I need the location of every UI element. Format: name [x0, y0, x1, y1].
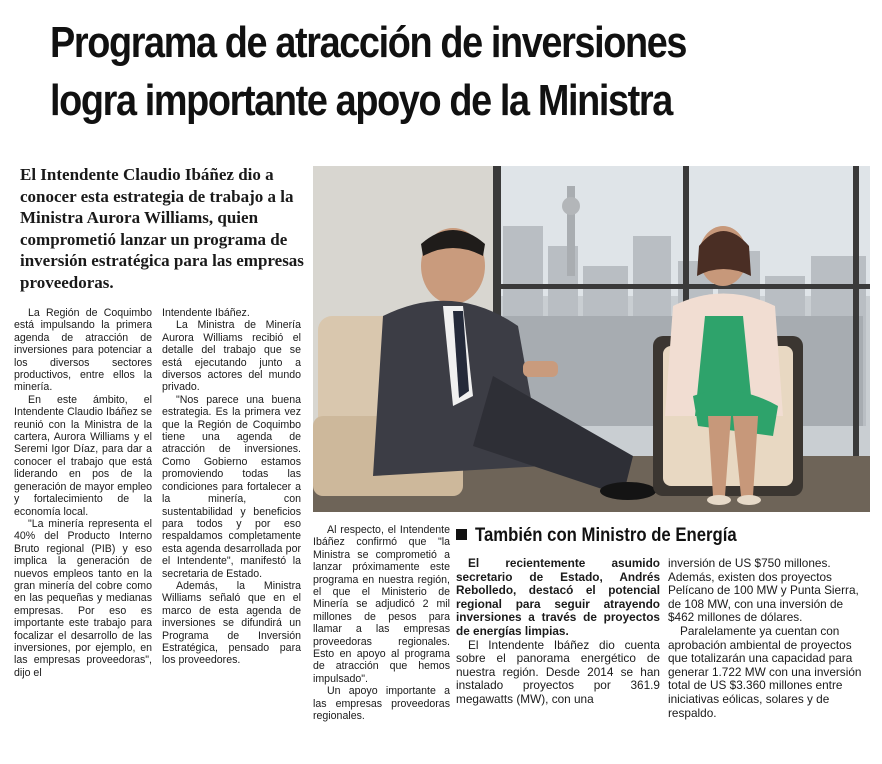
paragraph: "Nos parece una buena estrategia. Es la primera vez que la Región de Coquimbo tiene una agenda de atracción de inversiones. Como Gobierno estamos promoviendo todas las condiciones para fortalecer a la minería, con sustentabilidad y beneficios para todos y por eso respaldamos completamente esta agenda desarrollada por el Intendente", manifestó la secretaria de Estado. [162, 393, 301, 580]
paragraph: Un apoyo importante a las empresas proveedoras regionales. [313, 685, 450, 723]
sidebar-column-1 [456, 557, 660, 707]
headline-line-2: logra importante apoyo de la Ministra [50, 76, 672, 125]
headline [50, 14, 755, 130]
lede-paragraph: El Intendente Claudio Ibáñez dio a conocer esta estrategia de trabajo a la Ministra Aurora Williams, quien comprometió lanzar un programa de inversión estratégica para las empresas proveedoras. [20, 165, 304, 292]
paragraph: inversión de US $750 millones. Además, existen dos proyectos Pelícano de 100 MW y Punta Sierra, de 108 MW, con una inversión de $462 millones de dólares. [668, 556, 859, 625]
paragraph: Al respecto, el Intendente Ibáñez confirmó que "la Ministra se comprometió a lanzar próximamente este programa en nuestra región, el que el Ministerio de Minería se adjudicó 2 mil millones de pesos para llamar a las empresas proveedoras regionales. Esto en apoyo al programa de atracción que hemos impulsado". [313, 524, 450, 685]
sidebar-lead: El recientemente asumido secretario de Estado, Andrés Rebolledo, destacó el potencial regional para seguir atrayendo inversiones a través de proyectos de energías limpias. [456, 556, 660, 638]
sidebar-title: También con Ministro de Energía [456, 524, 876, 548]
paragraph: Paralelamente ya cuentan con aprobación ambiental de proyectos que totalizarán una capacidad para generar 1.722 MW con una inversión total de US $3.360 millones entre iniciativas eólicas, solares y de respaldo. [668, 623, 862, 720]
meeting-photo [313, 166, 870, 512]
paragraph: El Intendente Ibáñez dio cuenta sobre el panorama energético de nuestra región. Desde 2014 se han instalado proyectos por 361.9 megawatts (MW), con una [456, 637, 660, 706]
body-column-3 [313, 524, 450, 723]
paragraph: Además, la Ministra Williams señaló que en el marco de esta agenda de inversiones se difundirá un Programa de Inversión Estratégica, pensado para los proveedores. [162, 579, 301, 667]
paragraph: En este ámbito, el Intendente Claudio Ibáñez se reunió con la Ministra de la cartera, Aurora Williams y el Seremi Igor Díaz, para dar a conocer el trabajo que está liderando en pos de la generación de mayor empleo y fortalecimiento de la economía local. [14, 393, 152, 518]
body-column-1 [14, 307, 152, 679]
headline-line-1: Programa de atracción de inversiones [50, 18, 687, 67]
paragraph: "La minería representa el 40% del Producto Interno Bruto regional (PIB) y eso implica la generación de nuevos empleos tanto en la gran minería del cobre como en las pequeñas y medianas empresas. Por eso es importante este trabajo para focalizar el desarrollo de las inversiones, por ejemplo, en las empresas proveedoras", dijo el [14, 517, 152, 679]
sidebar-column-2 [668, 557, 868, 720]
paragraph: La Región de Coquimbo está impulsando la primera agenda de atracción de inversiones para potenciar a los diversos sectores productivos, entre ellos la minería. [14, 307, 152, 394]
paragraph: La Ministra de Minería Aurora Williams recibió el detalle del trabajo que se está ejecutando junto a diversos actores del mundo privado. [162, 319, 301, 394]
body-column-2 [162, 307, 301, 667]
meeting-photo-illustration [313, 166, 870, 512]
paragraph: Intendente Ibáñez. [162, 307, 250, 319]
square-bullet-icon [456, 529, 467, 540]
